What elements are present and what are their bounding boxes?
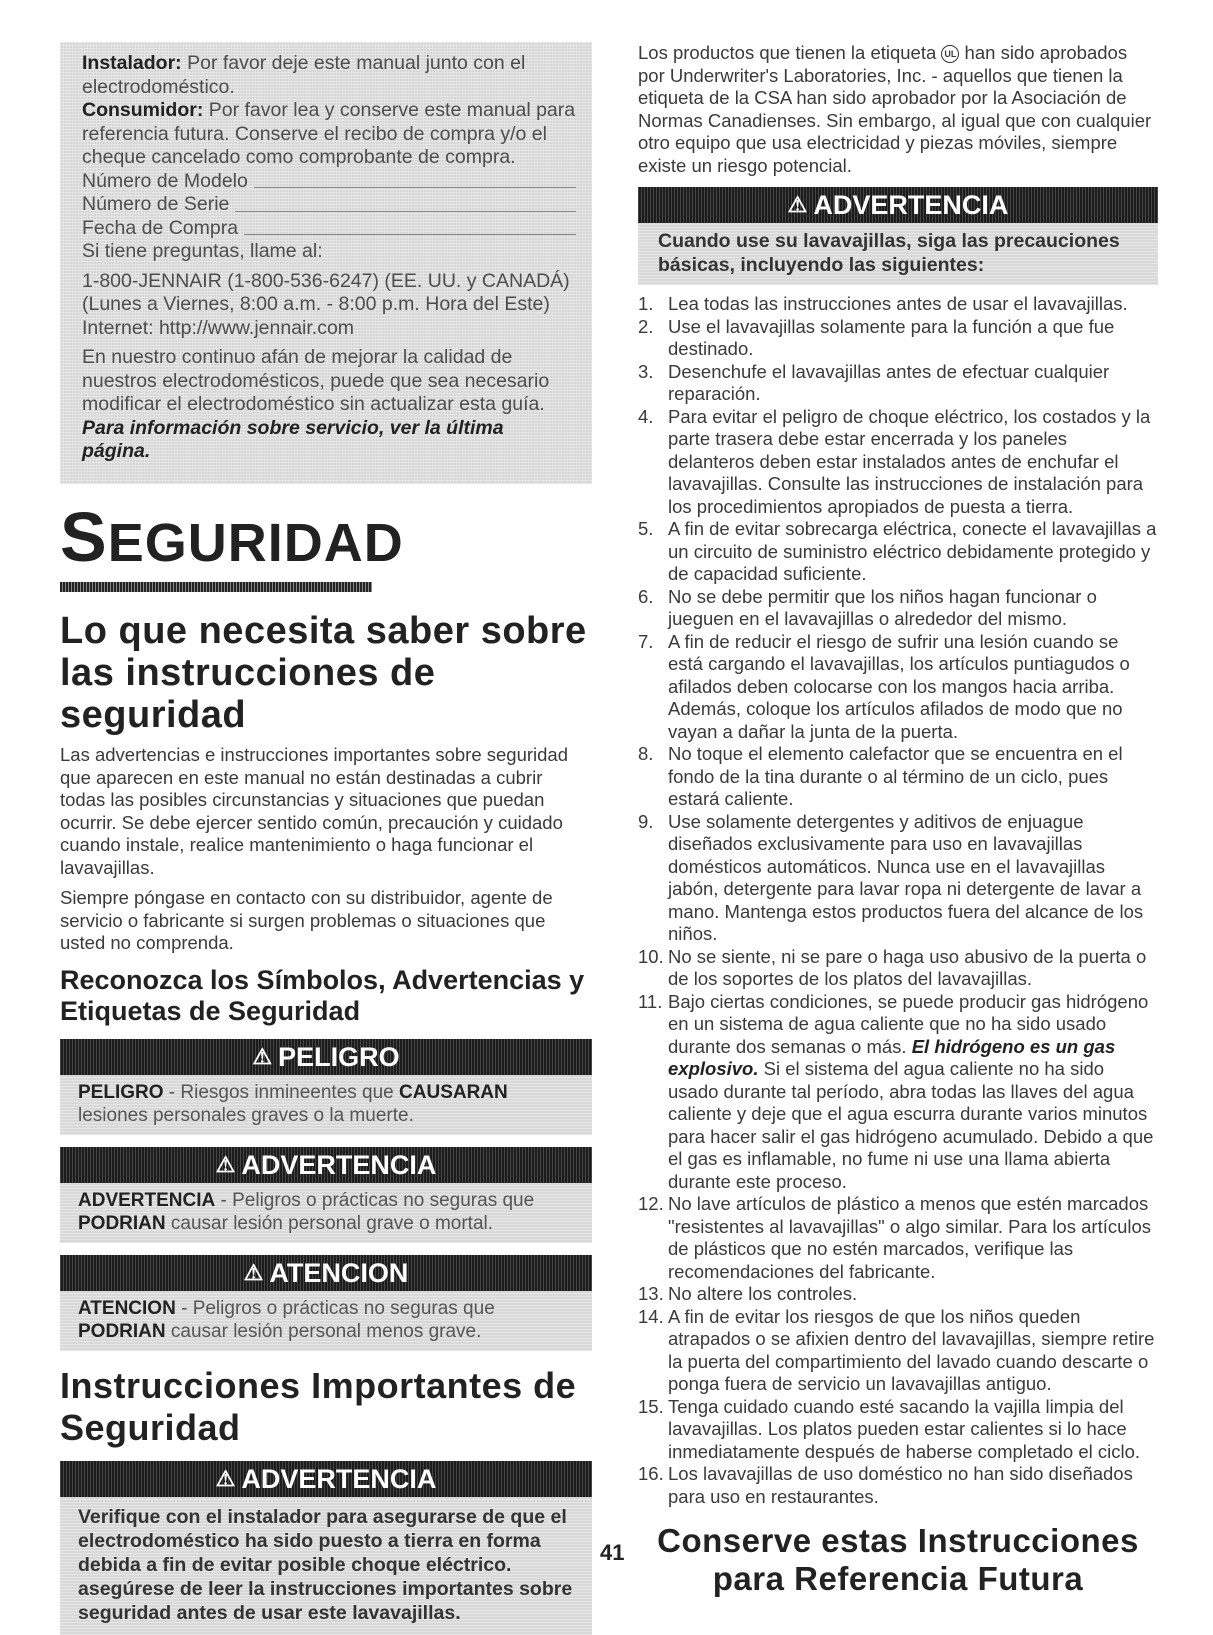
save-instructions-line-2: para Referencia Futura xyxy=(712,1560,1084,1597)
caution-text-1: - Peligros o prácticas no seguras que xyxy=(175,1297,495,1319)
website-link[interactable]: Internet: http://www.jennair.com xyxy=(82,316,355,339)
purchase-date-field xyxy=(82,217,576,241)
list-item xyxy=(638,631,1158,744)
danger-lead: PELIGRO xyxy=(78,1081,164,1103)
left-column xyxy=(60,42,592,1635)
safety-instructions-list xyxy=(638,293,1158,1508)
list-item-text xyxy=(668,316,1158,361)
owner-info-box xyxy=(60,42,592,484)
list-item-text xyxy=(668,406,1158,519)
list-item xyxy=(638,946,1158,991)
list-item xyxy=(638,1396,1158,1464)
caution-block xyxy=(60,1255,592,1351)
list-item-text xyxy=(668,946,1158,991)
purchase-date-line xyxy=(244,234,576,235)
list-item xyxy=(638,518,1158,586)
warning-description xyxy=(60,1183,592,1243)
warning-banner xyxy=(60,1147,592,1183)
questions-text: Si tiene preguntas, llame al: xyxy=(82,240,323,262)
list-item-text-part: Use solamente detergentes y aditivos de enjuague diseñados exclusivamente para uso en lavavajillas domésticos automáticos. Nunca use en el lavavajillas jabón, detergente para lavar ropa ni detergente de lavar a mano. Mantenga estos productos fuera del alcance de los niños. xyxy=(668,810,1144,944)
installer-text: Por favor deje este manual junto con el electrodoméstico. xyxy=(82,52,526,98)
list-item xyxy=(638,361,1158,406)
list-item-text xyxy=(668,293,1158,316)
list-item-text-part: Use el lavavajillas solamente para la función a que fue destinado. xyxy=(668,315,1115,359)
list-item xyxy=(638,1463,1158,1508)
warning-block xyxy=(60,1147,592,1243)
list-item-number: 15. xyxy=(638,1395,664,1417)
service-hours: (Lunes a Viernes, 8:00 a.m. - 8:00 p.m. Hora del Este) xyxy=(82,293,550,315)
list-item xyxy=(638,811,1158,946)
section-title-cap: S xyxy=(60,498,108,576)
consumer-label: Consumidor: xyxy=(82,99,204,121)
improvement-note: En nuestro continuo afán de mejorar la calidad de nuestros electrodomésticos, puede que sea necesario modificar el electrodoméstico sin actualizar esta guía. xyxy=(82,346,550,415)
intro-paragraph: Las advertencias e instrucciones importantes sobre seguridad que aparecen en este manual no están destinadas a cubrir todas las posibles circunstancias y situaciones que puedan ocurrir. Se debe ejercer sentido común, precaución y cuidado cuando instale, realice mantenimiento o haga funcionar el lavavajillas. xyxy=(60,744,569,878)
certification-text-1: Los productos que tienen la etiqueta xyxy=(638,42,942,63)
caution-strong: PODRIAN xyxy=(78,1320,166,1342)
warning-text-1: - Peligros o prácticas no seguras que xyxy=(215,1189,535,1211)
recognize-symbols-heading: Reconozca los Símbolos, Advertencias y Etiquetas de Seguridad xyxy=(60,964,585,1026)
list-item-number: 5. xyxy=(638,518,654,539)
list-item-number: 7. xyxy=(638,630,654,652)
warning-title: ADVERTENCIA xyxy=(241,1149,437,1180)
list-item xyxy=(638,1306,1158,1396)
warning-triangle-icon: ⚠ xyxy=(787,192,808,217)
list-item-text xyxy=(668,1396,1158,1464)
list-item-number: 13. xyxy=(638,1283,664,1304)
list-item-text-part: A fin de reducir el riesgo de sufrir una lesión cuando se está cargando el lavavajillas, los artículos puntiagudos o afilados deben colocarse con los mangos hacia arriba. Además, coloque los artículos afilados de modo que no vayan a dañar la junta de la puerta. xyxy=(668,630,1130,742)
caution-banner xyxy=(60,1255,592,1291)
dishwasher-warning-text: Cuando use su lavavajillas, siga las precauciones básicas, incluyendo las siguientes: xyxy=(638,223,1158,285)
list-item-text-part: Para evitar el peligro de choque eléctrico, los costados y la parte trasera debe estar encerrada y los paneles delanteros deben estar instalados antes de enchufar el lavavajillas. Consulte las instrucciones de instalación para los procedimientos apropiados de puesta a tierra. xyxy=(668,405,1151,517)
title-rule xyxy=(60,582,372,592)
list-item-text xyxy=(668,361,1158,406)
phone-number: 1-800-JENNAIR (1-800-536-6247) (EE. UU. y CANADÁ) xyxy=(82,269,570,292)
list-item-text xyxy=(668,811,1158,946)
list-item-text xyxy=(668,1463,1158,1508)
warning-triangle-icon: ⚠ xyxy=(243,1259,264,1285)
list-item-number: 16. xyxy=(638,1463,664,1484)
list-item-text xyxy=(668,991,1158,1194)
list-item-text-part: Lea todas las instrucciones antes de usar el lavavajillas. xyxy=(668,293,1128,314)
model-number-field xyxy=(82,170,576,194)
warning-lead: ADVERTENCIA xyxy=(78,1189,216,1211)
list-item-text xyxy=(668,743,1158,811)
dishwasher-warning-banner xyxy=(638,187,1158,223)
list-item xyxy=(638,743,1158,811)
danger-strong: CAUSARAN xyxy=(399,1081,508,1103)
contact-paragraph: Siempre póngase en contacto con su distribuidor, agente de servicio o fabricante si surgen problemas o situaciones que usted no comprenda. xyxy=(60,887,553,953)
list-item-text-part: No altere los controles. xyxy=(668,1283,858,1304)
list-item-text-part: No lave artículos de plástico a menos que estén marcados "resistentes al lavavajillas" o algo similar. Para los artículos de plásticos que no estén marcados, verifique las recomendaciones del fabricante. xyxy=(668,1193,1152,1282)
danger-text-2: lesiones personales graves o la muerte. xyxy=(78,1104,414,1126)
list-item xyxy=(638,406,1158,519)
list-item-emphasis: El hidrógeno es un gas explosivo. xyxy=(668,1035,1116,1079)
certification-paragraph xyxy=(638,42,1158,177)
consumer-text: Por favor lea y conserve este manual para referencia futura. Conserve el recibo de compra y/o el cheque cancelado como comprobante de compra. xyxy=(82,99,576,168)
list-item-text-part: Desenchufe el lavavajillas antes de efectuar cualquier reparación. xyxy=(668,360,1110,404)
purchase-date-label: Fecha de Compra xyxy=(82,216,239,239)
caution-title: ATENCION xyxy=(269,1257,409,1288)
list-item-text-part: A fin de evitar los riesgos de que los niños queden atrapados o se afixien dentro del lavavajillas, siempre retire la puerta del compartimiento del lavado cuando descarte o ponga fuera de servicio un lavavajillas antiguo. xyxy=(668,1305,1155,1394)
list-item-number: 12. xyxy=(638,1193,664,1214)
save-instructions-line-1: Conserve estas Instrucciones xyxy=(657,1522,1139,1559)
need-to-know-heading: Lo que necesita saber sobre las instrucciones de seguridad xyxy=(60,610,587,736)
list-item-text xyxy=(668,518,1158,586)
caution-text-2: causar lesión personal menos grave. xyxy=(165,1320,482,1342)
grounding-warning-title: ADVERTENCIA xyxy=(241,1463,437,1494)
danger-title: PELIGRO xyxy=(278,1041,400,1072)
list-item-text xyxy=(668,1283,1158,1306)
list-item-text-part: Tenga cuidado cuando esté sacando la vajilla limpia del lavavajillas. Los platos pueden estar calientes si lo hace inmediatamente después de haberse completado el ciclo. xyxy=(668,1395,1141,1462)
model-number-line xyxy=(254,187,576,188)
list-item-text xyxy=(668,1193,1158,1283)
list-item-number: 2. xyxy=(638,315,654,337)
model-number-label: Número de Modelo xyxy=(82,169,248,192)
list-item xyxy=(638,293,1158,316)
list-item-text-part: No se debe permitir que los niños hagan funcionar o jueguen en el lavavajillas o alrededor del mismo. xyxy=(668,585,1097,629)
installer-label: Instalador: xyxy=(82,52,182,74)
list-item-number: 1. xyxy=(638,293,654,314)
service-note: Para información sobre servicio, ver la última página. xyxy=(82,416,504,462)
list-item-text xyxy=(668,631,1158,744)
section-title-rest: EGURIDAD xyxy=(107,513,404,573)
dishwasher-warning-title: ADVERTENCIA xyxy=(813,190,1009,220)
grounding-warning-text: Verifique con el instalador para asegurarse de que el electrodoméstico ha sido puesto a tierra en forma debida a fin de evitar posible choque eléctrico. asegúrese de leer la instrucciones importantes sobre seguridad antes de usar este lavavajillas. xyxy=(60,1497,592,1635)
page-number: 41 xyxy=(600,1540,625,1565)
list-item-number: 10. xyxy=(638,945,664,967)
right-column xyxy=(638,42,1158,1598)
list-item-number: 3. xyxy=(638,360,654,382)
list-item-text-part: No toque el elemento calefactor que se encuentra en el fondo de la tina durante o al término de un ciclo, pues estará caliente. xyxy=(668,743,1123,809)
grounding-warning-block xyxy=(60,1461,592,1635)
list-item xyxy=(638,991,1158,1194)
list-item-text-part: No se siente, ni se pare o haga uso abusivo de la puerta o de los soportes de los platos del lavavajillas. xyxy=(668,945,1147,989)
installer-note xyxy=(82,52,576,99)
warning-triangle-icon: ⚠ xyxy=(215,1151,236,1177)
list-item xyxy=(638,1193,1158,1283)
serial-number-line xyxy=(235,211,576,212)
warning-strong: PODRIAN xyxy=(78,1212,166,1234)
list-item-text xyxy=(668,1306,1158,1396)
list-item-text-part: Si el sistema del agua caliente no ha sido usado durante tal período, abra todas las llaves del agua caliente y deje que el agua escurra durante varios minutos para hacer salir el gas hidrógeno acumulado. Debido a que el gas es inflamable, no fume ni use una llama abierta durante este proceso. xyxy=(668,1058,1154,1192)
list-item-number: 8. xyxy=(638,743,654,764)
list-item-text-part: Los lavavajillas de uso doméstico no han sido diseñados para uso en restaurantes. xyxy=(668,1463,1133,1507)
danger-text-1: - Riesgos inmineentes que xyxy=(163,1081,400,1103)
warning-text-2: causar lesión personal grave o mortal. xyxy=(165,1212,494,1234)
caution-lead: ATENCION xyxy=(78,1297,176,1319)
danger-description xyxy=(60,1075,592,1135)
ul-mark-icon: UL xyxy=(941,45,959,63)
list-item xyxy=(638,1283,1158,1306)
certification-text-2: han sido aprobados por Underwriter's Laboratories, Inc. - aquellos que tienen la etiqueta de la CSA han sido aprobador por la Asociación de Normas Canadienses. Sin embargo, al igual que con cualquier otro equipo que usa electricidad y piezas móviles, siempre existe un riesgo potencial. xyxy=(638,42,1152,176)
list-item-number: 14. xyxy=(638,1305,664,1327)
caution-description xyxy=(60,1291,592,1351)
list-item-number: 6. xyxy=(638,585,654,607)
warning-triangle-icon: ⚠ xyxy=(252,1043,273,1069)
list-item-number: 11. xyxy=(638,990,663,1012)
list-item-number: 4. xyxy=(638,405,654,427)
serial-number-field xyxy=(82,193,576,217)
list-item-text-part: Bajo ciertas condiciones, se puede producir gas hidrógeno en un sistema de agua caliente que no ha sido usado durante dos semanas o más. xyxy=(668,990,1149,1057)
important-instructions-heading: Instrucciones Importantes de Seguridad xyxy=(60,1364,577,1448)
list-item-text-part: A fin de evitar sobrecarga eléctrica, conecte el lavavajillas a un circuito de suministro eléctrico debidamente protegido y de capacidad suficiente. xyxy=(668,518,1157,584)
section-title xyxy=(60,498,592,576)
list-item xyxy=(638,316,1158,361)
list-item-number: 9. xyxy=(638,810,654,832)
list-item xyxy=(638,586,1158,631)
save-instructions-banner xyxy=(638,1522,1158,1598)
warning-triangle-icon: ⚠ xyxy=(215,1465,236,1491)
list-item-text xyxy=(668,586,1158,631)
grounding-warning-banner xyxy=(60,1461,592,1497)
danger-banner xyxy=(60,1039,592,1075)
serial-number-label: Número de Serie xyxy=(82,193,230,215)
dishwasher-warning-block xyxy=(638,187,1158,285)
danger-block xyxy=(60,1039,592,1135)
consumer-note xyxy=(82,99,576,170)
